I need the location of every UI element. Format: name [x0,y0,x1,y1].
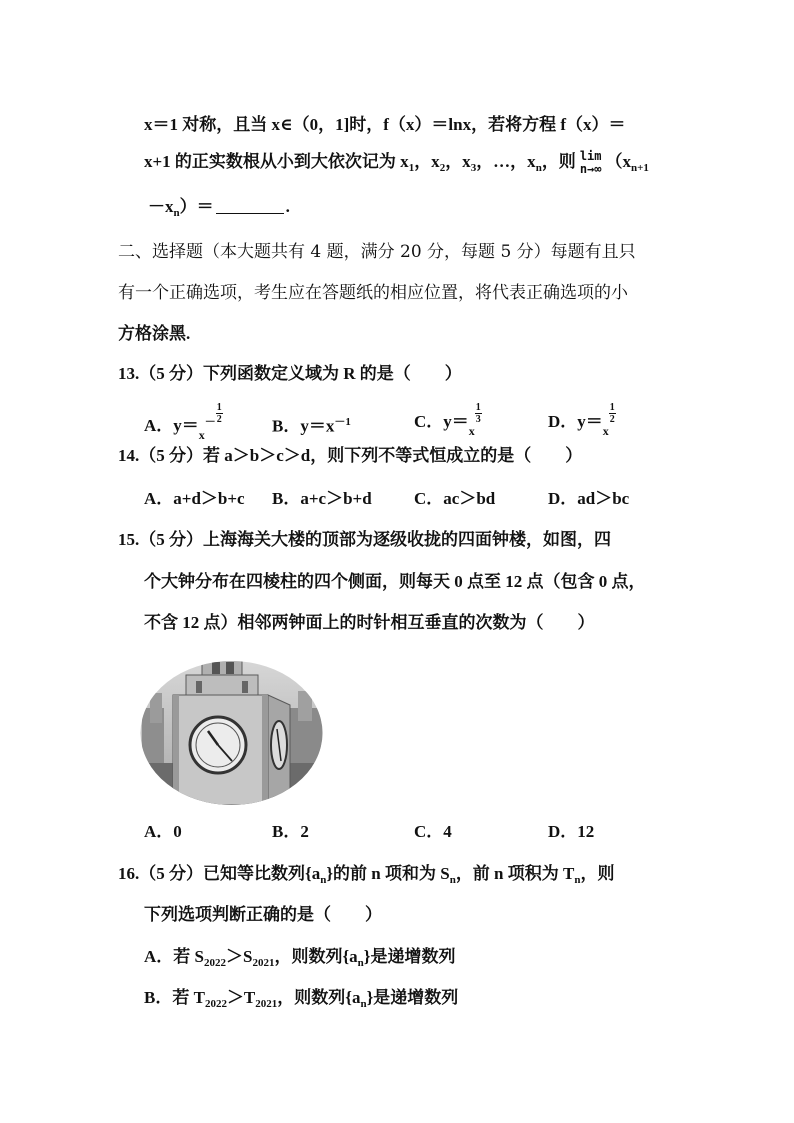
sub-2022: 2022 [203,957,226,969]
num: 1 [216,402,222,413]
q12-line2 [144,150,649,176]
q12-text: －x [148,197,174,216]
q13-option-a[interactable] [144,402,223,447]
q12-text: x+1 的正实数根从小到大依次记为 x [144,152,409,171]
q16-text: 16.（5 分）已知等比数列{a [118,864,321,883]
sub-3: 3 [470,162,477,174]
q15-line3: 不含 12 点）相邻两钟面上的时针相互垂直的次数为（ ） [144,613,595,632]
opt-label: D．y＝ [548,412,603,431]
opt-text: A．若 S [144,947,204,966]
opt-text: }是递增数列 [363,947,456,966]
q15-line1: 15.（5 分）上海海关大楼的顶部为逐级收拢的四面钟楼，如图，四 [118,530,611,549]
opt-label: A．y＝ [144,416,199,435]
opt-text: B．若 T [144,988,205,1007]
limit-operator [580,150,602,176]
q12-line3 [148,195,290,219]
q12-text: ）＝ [179,197,214,216]
q14-option-c[interactable]: C．ac＞bd [414,489,496,508]
sub-n: n [360,998,367,1010]
q12-text: ，x [414,152,440,171]
q16-line2: 下列选项判断正确的是（ ） [144,905,382,924]
q16-line1 [118,862,614,886]
q16-text: }的前 n 项和为 S [326,864,450,883]
q16-option-b[interactable] [144,986,458,1010]
sub-n: n [357,957,364,969]
sub-2: 2 [439,162,446,174]
clock-tower-photo [140,653,323,805]
exp-sign: － [204,416,216,428]
q13-option-c[interactable] [414,402,482,443]
exp-fraction [475,402,482,425]
sub-n: n [320,874,327,886]
q16-option-a[interactable] [144,945,455,969]
sub-n: n [449,874,456,886]
opt-text: ＞T [226,988,256,1007]
sub-n: n [173,207,180,219]
lim-bottom: n→∞ [579,162,602,177]
exp: －1 [334,416,351,428]
answer-blank[interactable] [216,195,284,214]
q14-option-a[interactable]: A．a+d＞b+c [144,489,245,508]
section2-line2: 有一个正确选项，考生应在答题纸的相应位置，将代表正确选项的小 [118,283,628,303]
section2-line3: 方格涂黑. [118,324,191,343]
section2-line1: 二、选择题（本大题共有 4 题，满分 20 分，每题 5 分）每题有且只 [118,242,636,262]
q15-option-a[interactable]: A．0 [144,822,182,841]
q14-option-d[interactable]: D．ad＞bc [548,489,630,508]
sub-2021: 2021 [252,957,275,969]
lim-top: lim [579,149,602,164]
base-x: x [602,424,609,438]
q16-text: ，则 [580,864,615,883]
q13-stem: 13.（5 分）下列函数定义域为 R 的是（ ） [118,364,462,383]
q12-line1: x＝1 对称，且当 x∈（0，1]时，f（x）＝lnx，若将方程 f（x）＝ [144,115,626,134]
opt-text: ＞S [225,947,253,966]
q15-option-b[interactable]: B．2 [272,822,309,841]
opt-label: C．y＝ [414,412,469,431]
base-x: x [198,428,205,442]
q12-text: ，则 [541,152,576,171]
q12-text: ，…，x [476,152,536,171]
sub-n: n [535,162,542,174]
sub-1: 1 [408,162,415,174]
den: 2 [609,414,615,425]
exp-fraction [216,402,223,425]
q15-line2: 个大钟分布在四棱柱的四个侧面，则每天 0 点至 12 点（包含 0 点， [144,572,646,591]
sub-n1: n+1 [631,162,649,174]
opt-label: B．y＝x [272,416,335,436]
num: 1 [475,402,481,413]
den: 2 [216,414,222,425]
opt-text: ，则数列{a [274,947,358,966]
num: 1 [609,402,615,413]
q12-text: ，x [445,152,471,171]
q12-text: . [285,197,290,216]
sub-2021: 2021 [255,998,278,1010]
exp-fraction [609,402,616,425]
q15-option-c[interactable]: C．4 [414,822,452,841]
q13-option-b[interactable] [272,410,351,439]
opt-text: }是递增数列 [366,988,459,1007]
q12-text: （x [605,152,631,171]
q14-stem: 14.（5 分）若 a＞b＞c＞d，则下列不等式恒成立的是（ ） [118,446,583,465]
den: 3 [475,414,481,425]
q13-option-d[interactable] [548,402,616,443]
q15-option-d[interactable]: D．12 [548,822,595,841]
q14-option-b[interactable]: B．a+c＞b+d [272,489,372,508]
q16-text: ，前 n 项积为 T [455,864,575,883]
base-x: x [468,424,475,438]
opt-text: ，则数列{a [277,988,361,1007]
sub-2022: 2022 [204,998,227,1010]
sub-n: n [574,874,581,886]
